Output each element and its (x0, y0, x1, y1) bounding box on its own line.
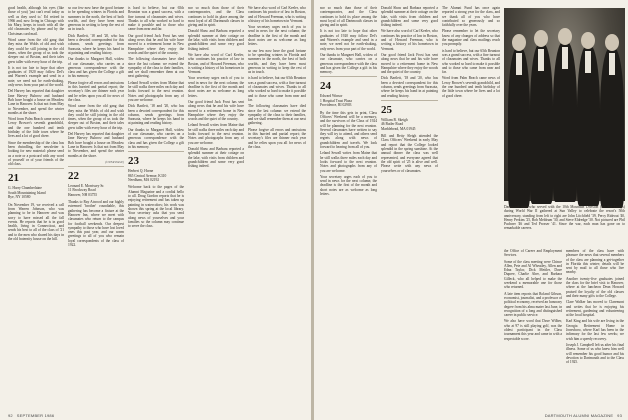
paragraph: Word from Palm Beach came news of Leroy Brower's seventh grandchild, and the one hundred and tenth birthday of the little town where he lives and a lot of good cheer. (8, 117, 65, 139)
paragraph: Karl King and his wife are living in the Georgia Retirement Home in Jonesboro, where Karl has been in the infirmary for the last few weeks; we wish him a speedy recovery. (566, 319, 625, 341)
person-3-shirt (562, 47, 568, 69)
paragraph: Del Harvey has reported that daughter Jane Harvey Buhrow and husband Bob have bought a house on Meadow Lane in Hanover. Is that not from May to November, and spend the winter months at the shore. (8, 89, 65, 115)
paragraph: A late item reports that Roland Gibson, economist, journalist, and a professor of political economy, received an honorary degree from his alma mater last June, in recognition of a long and distinguished career in public service. (504, 291, 563, 318)
paragraph: Your secretary urges each of you to send in news for the next column; the deadline is the first of the month and short notes are as welcome as long letters. (320, 174, 378, 197)
paragraph: The Alumni Fund has once again reported a strong year for the class, and we thank all of you who have contributed so generously and so faithfully over the years. (442, 6, 501, 28)
paragraph: On November 19, we received a call from Warren Johnson, who was planning to be in Hanover and was sorry to have missed all the fall events. He reports that he is in good health, living in Connecticut, and sends his best to all of the class of '21 and to the men who shared his days in the old fraternity house on the hill. (8, 202, 65, 241)
paragraph: Please forgive all errors and omissions in this hurried and partial report; the secretary's files are thinner each year and he relies upon you all for news of the class. (248, 127, 307, 149)
person-1-head (512, 34, 526, 51)
paragraph: Del Harvey has reported that daughter Jane Harvey Buhrow and husband Bob have bought a house on Meadow Lane in Hanover. Is that not from May to November, and spend the winter months at the shore. (68, 132, 125, 158)
right-page (314, 0, 628, 420)
paragraph: Donald Shaw and Barbara reported a splendid summer at their cottage on the lake, with visits from children and grandchildren and some very good fishing indeed. (188, 29, 245, 51)
paragraph: Dick Bartlett, '18 and '20, who has been a devoted correspondent for this column, sends greetings from Sarasota, where he keeps his hand in at painting and reading history. (68, 33, 125, 55)
column-9 (504, 249, 562, 410)
paragraph: is hard to believe, but our 65th Reunion was a grand success, with a fine turnout of classmates and wives. Thanks to all who worked so hard to make it possible and to those who came from near and far. (442, 48, 501, 75)
class-year-21: 21 (8, 172, 19, 185)
paragraph: Word came from the old gang that they miss the Wolds of old and wish they could be still joining in the old times, when the group of us took the sleeper out of Boston, and their tales grew taller with every hour of the trip. (8, 38, 65, 64)
class-secretary-address: Herbert Q. Horne 865 Central Avenue, K310 Needham, MA 02192 (128, 169, 167, 183)
paragraph: Donald Shaw and Barbara reported a splendid summer at their cottage on the lake, with visits from children and grandchildren and some very good fishing indeed. (188, 146, 245, 169)
paragraph: It is not too late to hope that other graduates of 1920 may follow Del's and Warren's example and send in a note; we need not be earth-shaking, only news from your part of the world. (8, 65, 65, 88)
class-year-23: 23 (128, 155, 139, 168)
person-4-shirt (585, 51, 591, 73)
caption-text: Dartmouth men who served with the 10th Mountain Division (the Ski Troops) during World War II gathered at Sun Valley to celebrate the resort's 50th anniversary, standing from left to right are John Litchfield '39, Percy Rideout '40, Henry Perkins '25, Bob Meldrum '30, and Steve Eldredge '30. Not pictured are Phil Puchner '46 and Ted Prosser '41. Since the war, each man has gone on to remarkable careers. (504, 205, 625, 231)
paragraph: so our few now have the good fortune to be spending winters in Florida and summers in the north, the best of both worlds, and they have been most generous in writing to keep the rest of us in touch. (68, 6, 125, 32)
divider (68, 166, 124, 167)
class-year-22: 22 (68, 169, 79, 182)
paragraph: Another twenty-five graduates joined the class for the brief visit to Hanover, where at the luncheon Dean Howard praised the loyalty of the old classes and their many gifts to the College. (566, 276, 625, 298)
paragraph: The following classmates have died since the last column: we extend the sympathy of the class to their families, and we shall remember them at our next gathering. (248, 104, 307, 126)
person-3-head (558, 28, 572, 45)
paragraph: We also have word that Dave Wilber, who at 97 is still playing golf, was the oldest participant in the Class tournament this year and came in with a respectable score. (504, 319, 563, 341)
paragraph: Clare Walker has moved to Claremont and writes that he is enjoying his retirement, gardening and volunteering at the local hospital. (566, 300, 625, 318)
paragraph: It is not too late to hope that other graduates of 1920 may follow Del's and Warren's example and send in a note; we need not be earth-shaking, only news from your part of the world. (320, 29, 378, 51)
paragraph: nor so much than those of their contemporaries, and the Class continues to hold its place among the most loyal of all Dartmouth classes in giving and in spirit. (188, 6, 245, 28)
divider (381, 100, 438, 101)
person-2-shirt (538, 49, 544, 71)
person-4-head (581, 32, 595, 49)
paragraph: Leland Sewall writes from Maine that he still walks three miles each day and looks forward to the next reunion. Notes and photographs from any of you are welcome. (128, 80, 185, 102)
paragraph: is hard to believe, but our 65th Reunion was a grand success, with a fine turnout of classmates and wives. Thanks to all who worked so hard to make it possible and to those who came from near and far. (248, 76, 307, 102)
paragraph: Thanks to Ray Atwood and our highly esteemed 'brother' roundtable, this gathering has become a fixture at the Hanover Inn, where we meet with classmates who return to the campus for football weekends. Our deepest sympathy to those who have lost loved ones this past year, and our warm greetings to all of you who remain loyal correspondents of the class of 1922. (68, 200, 125, 247)
paragraph: so our few now have the good fortune to be spending winters in Florida and summers in the north, the best of both worlds, and they have been most generous in writing to keep the rest of us in touch. (248, 48, 307, 75)
photo-caption (504, 205, 625, 245)
paragraph: Dick Bartlett, '18 and '20, who has been a devoted correspondent for this column, sends greetings from Sarasota, where he keeps his hand in at painting and reading history. (381, 76, 439, 98)
paragraph: We have also word of Carl Keeler, who continues his practice of law in Boston, and of Howard Freeman, who is writing a history of his hometown in Vermont. (188, 52, 245, 75)
paragraph: the Office of Career and Employment Services. (504, 249, 563, 258)
paragraph: Our good friend Jack Frost has sent along news that he and his wife have moved to a retirement home in New Hampshire where they enjoy the woods and the quiet of the country. (128, 33, 185, 55)
paragraph: Our thanks to Margaret Hall, widow of our classmate, who carries on a generous correspondence with the class and has given the College a gift in his memory. (68, 57, 125, 79)
paragraph: Bill and Betty Sleigh attended the Class Officers' Weekend in early May and report that the College looked splendid in the spring sunshine. At the annual dinner the class was well represented, and everyone agreed that the old spirit of '25 is alive and well. Please write with any news of yourselves or of classmates. (381, 134, 439, 173)
paragraph: Joseph J. Campbell left us after his final illness. Some of us who knew him well will remember his good humor and his devotion to Dartmouth and to the Class of 1925. (566, 342, 625, 365)
class-year-25: 25 (381, 103, 392, 116)
column-5 (248, 6, 306, 410)
paragraph: By the time this gets in print, Class Officers' Weekend will be a memory, and the survivors of the Class of 1924 will be planning for the next reunion. Several classmates have written to say they will try to attend, and others send regrets along with news of grandchildren and travels. We look forward to hearing from all of you. (320, 110, 378, 150)
paragraph: Our thanks to Margaret Hall, widow of our classmate, who carries on a generous correspondence with the class and has given the College a gift in his memory. (128, 127, 185, 149)
class-secretary-address: G. Harry Chamberlaine South Mountaining Island Rye, NY 10580 (8, 186, 46, 200)
paragraph: Word came from the old gang that they miss the Wolds of old and wish they could be still joining in the old times, when the group of us took the sleeper out of Boston, and their tales grew taller with every hour of the trip. (68, 104, 125, 130)
divider (8, 168, 64, 169)
paragraph: Welcome back to the pages of the Alumni Magazine and a cordial hello to all. Doug Gordon reports that he is enjoying retirement and has taken up painting in watercolors; his work was shown this spring at the local library. Your secretary asks that you send along news of yourselves and your families so the column may continue to serve the class. (128, 185, 185, 229)
page-footer-left (8, 413, 54, 418)
person-2-head (534, 30, 548, 47)
person-1-shirt (516, 53, 522, 75)
column-8 (442, 6, 500, 410)
paragraph: Please forgive all errors and omissions in this hurried and partial report; the secretary's files are thinner each year and he relies upon you all for news of the class. (68, 80, 125, 102)
column-1 (8, 6, 64, 410)
continued-label: (OVER PAGE) (105, 159, 124, 164)
paragraph: The following classmates have died since the last column: we extend the sympathy of the class to their families, and we shall remember them at our next gathering. (128, 57, 185, 79)
paragraph: Donald Shaw and Barbara reported a splendid summer at their cottage on the lake, with visits from children and grandchildren and some very good fishing indeed. (381, 6, 439, 28)
person-5-shirt (609, 53, 615, 75)
paragraph: Our good friend Jack Frost has sent along news that he and his wife have moved to a retirement home in New Hampshire where they enjoy the woods and the quiet of the country. (381, 52, 439, 75)
group-photo (504, 8, 625, 201)
column-3 (128, 6, 184, 410)
paragraph: Some of the class meeting were Chince Allen, Pete and Al Wheatley, Allen and Edna Taylor, Dick Mettler, Dave Dupree, Charlie Aher, and Barbara Gilleck, who all helped to make the weekend a memorable one for those who returned. (504, 259, 563, 290)
page-number: 93 (617, 413, 622, 418)
paragraph: Our thanks to Margaret Hall, widow of our classmate, who carries on a generous correspondence with the class and has given the College a gift in his memory. (320, 52, 378, 75)
class-year-24: 24 (320, 80, 331, 93)
column-2 (68, 6, 124, 410)
page-footer-right (545, 413, 622, 418)
page-number: 92 (8, 413, 13, 418)
left-page (0, 0, 312, 420)
paragraph: We have also word of Carl Keeler, who continues his practice of law in Boston, and of Howard Freeman, who is writing a history of his hometown in Vermont. (381, 29, 439, 51)
column-6 (320, 6, 377, 410)
paragraph: good health, although his eyes (like those of you) 'just can't read today as well as they used to.' Ed retired in 1966 and, now living in Chicago with his Mary, keeps in touch with all the old classmates by phone and by the Christmas card mail. (8, 6, 65, 36)
divider (128, 151, 184, 152)
divider (320, 76, 377, 77)
paragraph: Your secretary urges each of you to send in news for the next column; the deadline is the first of the month and short notes are as welcome as long letters. (248, 25, 307, 47)
paragraph: Dick Bartlett, '18 and '20, who has been a devoted correspondent for this column, sends greetings from Sarasota, where he keeps his hand in at painting and reading history. (128, 104, 185, 126)
paragraph: Leland Sewall writes from Maine that he still walks three miles each day and looks forward to the next reunion. Notes and photographs from any of you are welcome. (188, 123, 245, 145)
issue-date: SEPTEMBER 1986 (16, 413, 55, 418)
person-5-head (605, 34, 619, 51)
paragraph: members of the class have with pleasure the news that several members of the class are planning a get-together in Florida this winter; details will be sent by mail to all those who live nearby. (566, 249, 625, 275)
paragraph: Your secretary urges each of you to send in news for the next column; the deadline is the first of the month and short notes are as welcome as long letters. (188, 76, 245, 98)
class-secretary-address: Edward Winsor 1 Hospital Trust Plaza Providence, RI 02903 (320, 94, 352, 108)
class-secretary-address: William B. Skeigh 46 Butler Road Marblehead, MA 01945 (381, 117, 416, 131)
column-4 (188, 6, 244, 410)
paragraph: We have also word of Carl Keeler, who continues his practice of law in Boston, and of Howard Freeman, who is writing a history of his hometown in Vermont. (248, 6, 307, 23)
paragraph: Since the membership of the class has been dwindling, the newsletter is looking for new material: please send us a note or a postcard with any word of yourself or of your friends of the old class. (8, 140, 65, 167)
paragraph: Leland Sewall writes from Maine that he still walks three miles each day and looks forward to the next reunion. Notes and photographs from any of you are welcome. (320, 151, 378, 173)
paragraph: Please remember to let the secretary know of any changes of address so that the magazine and class mailings reach you promptly. (442, 29, 501, 47)
magazine-name: DARTMOUTH ALUMNI MAGAZINE (544, 413, 614, 418)
paragraph: Our good friend Jack Frost has sent along news that he and his wife have moved to a retirement home in New Hampshire where they enjoy the woods and the quiet of the country. (188, 99, 245, 122)
class-secretary-address: Leonard E. Morrissey Sr. 11 Brockway Road Hanover, NH 03755 (68, 183, 105, 197)
paragraph: nor so much than those of their contemporaries, and the Class continues to hold its place among the most loyal of all Dartmouth classes in giving and in spirit. (320, 6, 378, 28)
column-7 (381, 6, 438, 410)
column-10 (566, 249, 624, 410)
paragraph: Word from Palm Beach came news of Leroy Brower's seventh grandchild, and the one hundred and tenth birthday of the little town where he lives and a lot of good cheer. (442, 76, 501, 98)
paragraph: is hard to believe, but our 65th Reunion was a grand success, with a fine turnout of classmates and wives. Thanks to all who worked so hard to make it possible and to those who came from near and far. (128, 6, 185, 32)
